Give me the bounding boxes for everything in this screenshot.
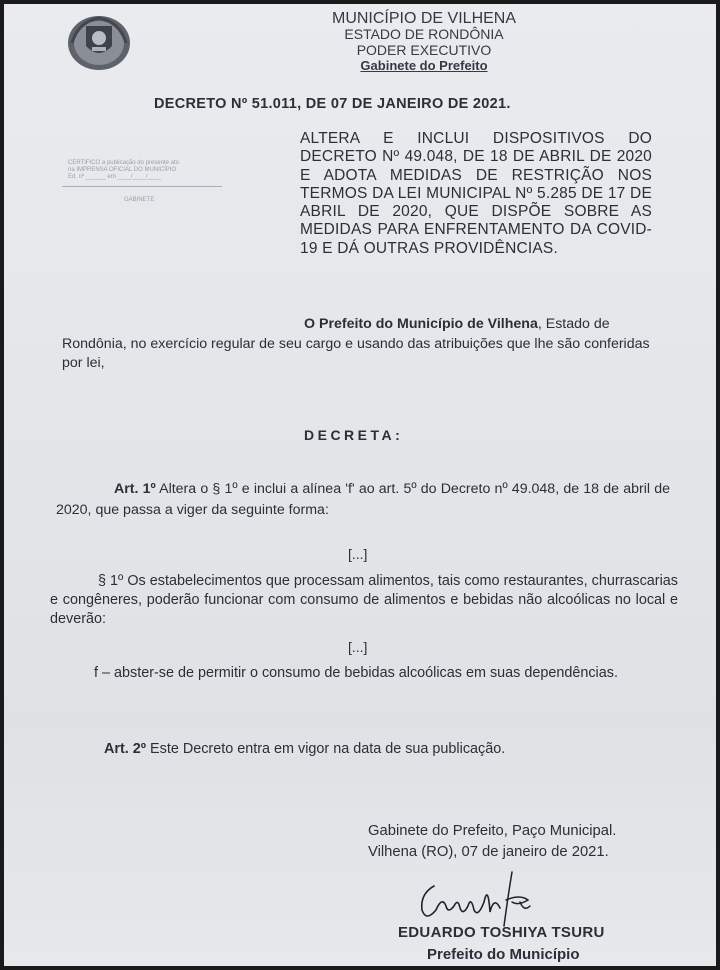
coat-of-arms-icon xyxy=(66,12,132,72)
closing-line-2: Vilhena (RO), 07 de janeiro de 2021. xyxy=(368,844,609,860)
ellipsis-2: [...] xyxy=(348,639,368,655)
decree-page xyxy=(4,4,716,966)
article-2-text: Este Decreto entra em vigor na data de sua publicação. xyxy=(146,741,506,757)
state-name: ESTADO DE RONDÔNIA xyxy=(344,26,504,42)
paragraph-1 xyxy=(50,572,678,629)
stamp-footer: GABINETE xyxy=(124,197,155,203)
alinea-f xyxy=(46,664,682,683)
article-2 xyxy=(104,741,505,757)
branch-name: PODER EXECUTIVO xyxy=(356,42,492,58)
alinea-f-text: f – abster-se de permitir o consumo de bebidas alcoólicas em suas dependências. xyxy=(94,665,618,681)
paragraph-1-text: § 1º Os estabelecimentos que processam alimentos, tais como restaurantes, churrascarias e congêneres, poderão funcionar com consumo de alimentos e bebidas não alcoólicas no local e deverão: xyxy=(50,573,678,627)
preamble-text: , Estado de Rondônia, no exercício regular de seu cargo e usando das atribuições que lhe são conferidas por lei, xyxy=(62,316,650,371)
article-1-text: Altera o § 1º e inclui a alínea 'f' ao art. 5º do Decreto nº 49.048, de 18 de abril de 2020, que passa a viger da seguinte forma: xyxy=(56,481,671,518)
ellipsis-1: [...] xyxy=(348,546,368,562)
municipality-name: MUNICÍPIO DE VILHENA xyxy=(331,10,517,27)
stamp-divider xyxy=(62,186,222,187)
publication-stamp xyxy=(62,156,232,208)
stamp-line-2: na IMPRENSA OFICIAL DO MUNICÍPIO xyxy=(68,167,177,173)
article-1 xyxy=(56,479,670,521)
office-name: Gabinete do Prefeito xyxy=(360,58,488,73)
signatory-role: Prefeito do Município xyxy=(427,946,580,963)
decree-summary: ALTERA E INCLUI DISPOSITIVOS DO DECRETO Nº 49.048, DE 18 DE ABRIL DE 2020 E ADOTA MEDIDAS DE RESTRIÇÃO NOS TERMOS DA LEI MUNICIPAL Nº 5.285 DE 17 DE ABRIL DE 2020, QUE DISPÕE SOBRE AS MEDIDAS PARA ENFRENTAMENTO DA COVID-19 E DÁ OUTRAS PROVIDÊNCIAS. xyxy=(300,130,652,257)
signatory-name: EDUARDO TOSHIYA TSURU xyxy=(398,924,605,941)
article-1-label: Art. 1º xyxy=(114,481,156,497)
handwritten-signature xyxy=(408,866,548,932)
decreta-heading: DECRETA: xyxy=(304,427,404,443)
closing-block xyxy=(368,821,616,863)
preamble-subject: O Prefeito do Município de Vilhena xyxy=(304,316,538,332)
closing-line-1: Gabinete do Prefeito, Paço Municipal. xyxy=(368,823,617,839)
article-2-label: Art. 2º xyxy=(104,741,147,757)
preamble xyxy=(62,315,664,374)
stamp-line-3: Ed. nº ______ em ____/____/____ xyxy=(68,174,161,180)
stamp-line-1: CERTIFICO a publicação do presente ato xyxy=(68,160,179,166)
decree-title: DECRETO Nº 51.011, DE 07 DE JANEIRO DE 2021. xyxy=(154,96,511,112)
